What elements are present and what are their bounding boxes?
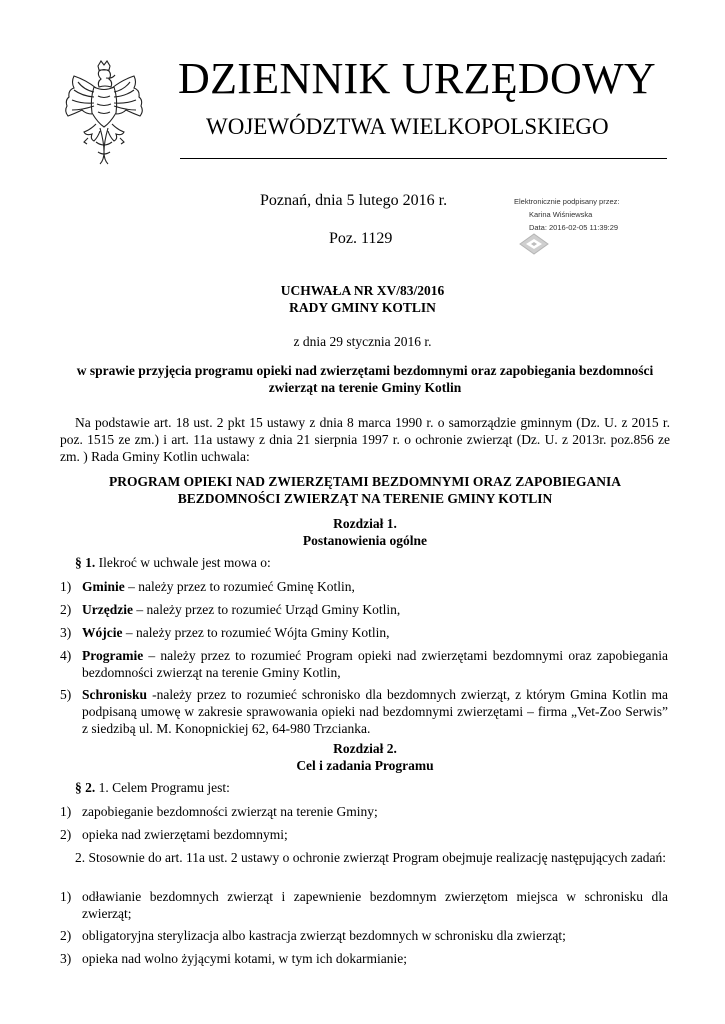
definition-term: Schronisku (82, 687, 148, 702)
paragraph-1-label: § 1. (75, 555, 96, 570)
masthead-divider (180, 158, 667, 159)
chapter2-label: Rozdział 2. (333, 741, 397, 756)
gazette-subtitle: WOJEWÓDZTWA WIELKOPOLSKIEGO (206, 114, 609, 139)
goal-item (60, 803, 668, 820)
definition-term: Wójcie (82, 625, 123, 640)
goal-text: opieka nad zwierzętami bezdomnymi; (82, 827, 288, 842)
resolution-number: UCHWAŁA NR XV/83/2016 (280, 283, 445, 298)
program-title: PROGRAM OPIEKI NAD ZWIERZĘTAMI BEZDOMNYMI ORAZ ZAPOBIEGANIA BEZDOMNOŚCI ZWIERZĄT NA TERENIE GMINY KOTLIN (108, 474, 622, 506)
item-number: 3) (60, 625, 72, 640)
signature-seal-icon (514, 232, 554, 256)
position-number: Poz. 1129 (329, 230, 393, 247)
chapter1-label: Rozdział 1. (333, 516, 397, 531)
chapter1-title: Postanowienia ogólne (302, 533, 428, 548)
paragraph-1-text: Ilekroć w uchwale jest mowa o: (95, 555, 271, 570)
publication-place-date: Poznań, dnia 5 lutego 2016 r. (260, 192, 448, 209)
item-number: 1) (60, 579, 72, 594)
item-number: 1) (60, 804, 72, 819)
task-text: obligatoryjna sterylizacja albo kastracja zwierząt bezdomnych w schronisku dla zwierząt; (82, 928, 566, 943)
goal-text: zapobieganie bezdomności zwierząt na terenie Gminy; (82, 804, 378, 819)
item-number: 4) (60, 648, 72, 663)
esig-date: Data: 2016-02-05 11:39:29 (529, 223, 619, 232)
esig-label: Elektronicznie podpisany przez: (514, 197, 620, 206)
definition-text: -należy przez to rozumieć schronisko dla bezdomnych zwierząt, z którym Gmina Kotlin ma podpisaną umowę w zakresie sprawowania opieki nad bezdomnymi zwierzętami – firma „Vet-Zoo Serwis” z siedzibą ul. M. Konopnickiej 62, 64-980 Trzcianka. (82, 687, 668, 736)
paragraph-2-point-2: 2. Stosownie do art. 11a ust. 2 ustawy o ochronie zwierząt Program obejmuje realizację następujących zadań: (75, 850, 667, 865)
definition-item (60, 647, 668, 681)
paragraph-2-text: 1. Celem Programu jest: (95, 780, 230, 795)
goal-item (60, 826, 668, 843)
task-item (60, 950, 668, 967)
definition-text: – należy przez to rozumieć Wójta Gminy Kotlin, (122, 625, 390, 640)
task-text: odławianie bezdomnych zwierząt i zapewnienie bezdomnym zwierzętom miejsca w schronisku dla zwierząt; (82, 889, 668, 921)
item-number: 2) (60, 928, 72, 943)
preamble: Na podstawie art. 18 ust. 2 pkt 15 ustawy z dnia 8 marca 1990 r. o samorządzie gminnym (Dz. U. z 2015 r. poz. 1515 ze zm.) i art. 11a ustawy z dnia 21 sierpnia 1997 r. o ochronie zwierząt (Dz. U. z 2013r. poz.856 ze zm. ) Rada Gminy Kotlin uchwala: (60, 415, 670, 464)
paragraph-2 (75, 779, 670, 796)
definition-term: Gminie (82, 579, 125, 594)
eagle-coat-of-arms-icon (58, 58, 150, 166)
paragraph-1 (75, 554, 670, 571)
item-number: 2) (60, 602, 72, 617)
definition-text: – należy przez to rozumieć Urząd Gminy Kotlin, (132, 602, 401, 617)
resolution-body: RADY GMINY KOTLIN (289, 300, 436, 315)
definition-text: – należy przez to rozumieć Gminę Kotlin, (124, 579, 355, 594)
definition-item (60, 601, 668, 618)
item-number: 5) (60, 687, 72, 702)
definition-item (60, 624, 668, 641)
definition-text: – należy przez to rozumieć Program opieki nad zwierzętami bezdomnymi oraz zapobiegania bezdomności zwierząt na terenie Gminy Kotlin, (82, 648, 668, 680)
definition-item (60, 686, 668, 737)
item-number: 3) (60, 951, 72, 966)
chapter2-title: Cel i zadania Programu (296, 758, 434, 773)
resolution-subject: w sprawie przyjęcia programu opieki nad zwierzętami bezdomnymi oraz zapobiegania bezdomności zwierząt na terenie Gminy Kotlin (76, 363, 654, 395)
task-text: opieka nad wolno żyjącymi kotami, w tym ich dokarmianie; (82, 951, 408, 966)
definition-term: Programie (82, 648, 144, 663)
resolution-date: z dnia 29 stycznia 2016 r. (293, 334, 432, 349)
definition-term: Urzędzie (82, 602, 133, 617)
task-item (60, 927, 668, 944)
definition-item (60, 578, 668, 595)
task-item (60, 888, 668, 922)
paragraph-2-label: § 2. (75, 780, 96, 795)
item-number: 1) (60, 889, 72, 904)
esig-signer: Karina Wiśniewska (529, 210, 593, 219)
item-number: 2) (60, 827, 72, 842)
electronic-signature-block (514, 194, 654, 264)
gazette-title: DZIENNIK URZĘDOWY (178, 54, 656, 103)
